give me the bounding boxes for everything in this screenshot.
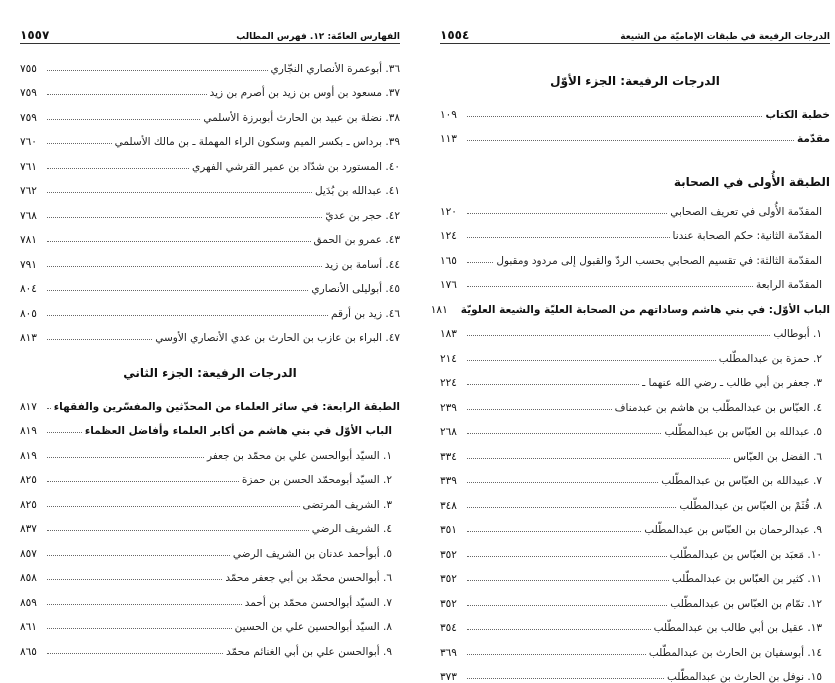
toc-entry (440, 610, 830, 635)
entry-title: ٤٤. أسامة بن زيد (325, 259, 400, 271)
entry-page-number: ٨٦١ (20, 621, 44, 633)
entry-title: ٣٦. أبوعمرة الأنصاري النجّاري (271, 63, 401, 75)
entry-title: ٩. أبوالحسن علي بن أبي الغنائم محمّد (226, 646, 400, 658)
leader-dots (467, 409, 612, 410)
toc-entry (440, 659, 830, 683)
entry-page-number: ٨٠٤ (20, 283, 44, 295)
entry-title: ١٥. نوفل بن الحارث بن عبدالمطّلب (667, 671, 830, 683)
toc-list (440, 66, 830, 683)
toc-entry (440, 512, 830, 537)
entry-title: ١٤. أبوسفيان بن الحارث بن عبدالمطّلب (649, 647, 830, 659)
entry-page-number: ٣٣٩ (440, 475, 464, 487)
leader-dots (47, 604, 242, 605)
entry-page-number: ٣٥٤ (440, 622, 464, 634)
entry-title: ٤٦. زيد بن أرقم (331, 308, 400, 320)
leader-dots (47, 241, 311, 242)
entry-title: ١٣. عقيل بن أبي طالب بن عبدالمطّلب (654, 622, 830, 634)
running-head (440, 26, 830, 42)
toc-entry (440, 536, 830, 561)
entry-title: ٣٨. نضلة بن عبيد بن الحارث أبوبرزة الأسلمي (203, 112, 400, 124)
entry-title: ٨. السيّد أبوالحسين علي بن الحسين (235, 621, 400, 633)
entry-page-number: ١٧٦ (440, 279, 464, 291)
entry-title: ٧. عبيدالله بن العبّاس بن عبدالمطّلب (661, 475, 830, 487)
leader-dots (467, 507, 676, 508)
entry-page-number: ٧٦١ (20, 161, 44, 173)
entry-title: ٦. أبوالحسن محمّد بن أبي جعفر محمّد (225, 572, 400, 584)
toc-entry (20, 75, 400, 100)
toc-entry (440, 389, 830, 414)
toc-entry (20, 462, 400, 487)
entry-title: مقدّمة (797, 133, 830, 145)
entry-page-number: ٨٥٩ (20, 597, 44, 609)
leader-dots (47, 457, 204, 458)
entry-title: ٦. الفضل بن العبّاس (733, 451, 830, 463)
leader-dots (47, 119, 200, 120)
leader-dots (467, 116, 762, 117)
page-number: ١٥٥٤ (440, 28, 469, 42)
leader-dots (467, 482, 658, 483)
toc-list (20, 50, 400, 658)
leader-dots (467, 384, 639, 385)
page-number: ١٥٥٧ (20, 28, 49, 42)
entry-page-number: ٨١٣ (20, 332, 44, 344)
entry-title: ٤٠. المستورد بن شدّاد بن عمير القرشي الفهري (192, 161, 400, 173)
toc-entry (20, 197, 400, 222)
toc-entry (440, 634, 830, 659)
entry-page-number: ٨٢٥ (20, 499, 44, 511)
entry-title: المقدّمة الأُولى في تعريف الصحابي (670, 206, 830, 218)
leader-dots (467, 213, 667, 214)
entry-page-number: ١١٣ (440, 133, 464, 145)
leader-dots (467, 556, 667, 557)
leader-dots (467, 531, 641, 532)
leader-dots (47, 143, 112, 144)
leader-dots (47, 94, 207, 95)
toc-entry (440, 585, 830, 610)
volume-heading: الدرجات الرفيعة: الجزء الثاني (20, 358, 400, 388)
leader-dots (467, 360, 716, 361)
entry-page-number: ٢٦٨ (440, 426, 464, 438)
header-rule (20, 43, 400, 44)
entry-title: ١. السيّد أبوالحسن علي بن محمّد بن جعفر (207, 450, 400, 462)
leader-dots (47, 579, 222, 580)
chapter-heading: الباب الأوّل في بني هاشم من أكابر العلماء وأفاضل العظماء ٨١٩ (20, 413, 400, 438)
entry-page-number: ٣٧٣ (440, 671, 464, 683)
volume-heading: الدرجات الرفيعة: الجزء الأوّل (440, 66, 830, 96)
leader-dots (47, 217, 322, 218)
toc-entry (20, 222, 400, 247)
entry-page-number: ٢٢٤ (440, 377, 464, 389)
leader-dots (47, 266, 322, 267)
toc-entry (440, 463, 830, 488)
toc-entry (20, 271, 400, 296)
running-head-title: الفهارس العامّة: ١٢. فهرس المطالب (236, 32, 400, 42)
entry-page-number: ٨٦٥ (20, 646, 44, 658)
toc-entry (440, 193, 830, 218)
right-page (440, 0, 830, 639)
entry-page-number: ٨٥٧ (20, 548, 44, 560)
toc-entry (20, 511, 400, 536)
entry-title: ٢. حمزة بن عبدالمطّلب (719, 353, 830, 365)
leader-dots (467, 335, 770, 336)
entry-title: ٤١. عبدالله بن بُدَيل (315, 185, 400, 197)
toc-entry (20, 609, 400, 634)
entry-page-number: ٣٥٢ (440, 598, 464, 610)
entry-page-number: ١٢٤ (440, 230, 464, 242)
entry-page-number: ٣٥٢ (440, 573, 464, 585)
toc-entry (20, 173, 400, 198)
entry-title: ٣. جعفر بن أبي طالب ـ رضي الله عنهما ـ (642, 377, 830, 389)
leader-dots (467, 678, 664, 679)
entry-page-number: ١٨٣ (440, 328, 464, 340)
entry-page-number: ٧٦٢ (20, 185, 44, 197)
entry-page-number: ٧٦٨ (20, 210, 44, 222)
toc-entry (20, 295, 400, 320)
entry-title: ٤٥. أبوليلى الأنصاري (311, 283, 400, 295)
toc-entry (440, 438, 830, 463)
leader-dots (47, 290, 308, 291)
toc-entry (20, 50, 400, 75)
leader-dots (467, 433, 661, 434)
section-heading: الطبقة الأُولى في الصحابة (440, 167, 830, 193)
toc-entry (20, 560, 400, 585)
entry-page-number: ٣٤٨ (440, 500, 464, 512)
header-rule (440, 43, 830, 44)
leader-dots (467, 629, 651, 630)
section-heading: الطبقة الرابعة: في سائر العلماء من المحدّثين والمفسّرين والفقهاء ٨١٧ (20, 388, 400, 413)
leader-dots (47, 339, 152, 340)
entry-page-number: ٧٥٩ (20, 87, 44, 99)
toc-entry (440, 96, 830, 121)
leader-dots (47, 628, 232, 629)
leader-dots (467, 605, 667, 606)
leader-dots (467, 237, 670, 238)
entry-page-number: ٨٥٨ (20, 572, 44, 584)
entry-page-number: ٨٠٥ (20, 308, 44, 320)
entry-page-number: ٧٥٥ (20, 63, 44, 75)
leader-dots (47, 530, 309, 531)
entry-title: المقدّمة الرابعة (756, 279, 830, 291)
entry-page-number: ٧٦٠ (20, 136, 44, 148)
entry-page-number: ٢١٤ (440, 353, 464, 365)
entry-title: ٥. أبوأحمد عدنان بن الشريف الرضي (233, 548, 400, 560)
leader-dots (47, 432, 82, 433)
leader-dots (47, 481, 239, 482)
toc-entry (440, 561, 830, 586)
left-page (20, 0, 400, 639)
entry-title: المقدّمة الثالثة: في تقسيم الصحابي بحسب الردّ والقبول إلى مردود ومقبول (496, 255, 830, 267)
leader-dots (467, 580, 669, 581)
entry-title: ١٢. تمّام بن العبّاس بن عبدالمطّلب (670, 598, 830, 610)
toc-entry (20, 633, 400, 658)
entry-title: ٧. السيّد أبوالحسن محمّد بن أحمد (245, 597, 400, 609)
entry-page-number: ١٠٩ (440, 109, 464, 121)
entry-title: ١١. كثير بن العبّاس بن عبدالمطّلب (672, 573, 830, 585)
leader-dots (47, 506, 300, 507)
toc-entry (440, 316, 830, 341)
toc-entry (20, 535, 400, 560)
entry-page-number: ٧٩١ (20, 259, 44, 271)
running-head-title: الدرجات الرفيعة في طبقات الإماميّة من الشيعة (620, 32, 830, 42)
entry-title: ١٠. مَعبَد بن العبّاس بن عبدالمطّلب (670, 549, 830, 561)
leader-dots (467, 262, 493, 263)
entry-page-number: ٨٢٥ (20, 474, 44, 486)
toc-entry (440, 267, 830, 292)
toc-entry (20, 124, 400, 149)
entry-title: ١. أبوطالب (773, 328, 830, 340)
entry-page-number: ٢٣٩ (440, 402, 464, 414)
running-head (20, 26, 400, 42)
entry-title: ٣٧. مسعود بن أوس بن زيد بن أصرم بن زيد (210, 87, 400, 99)
leader-dots (467, 140, 794, 141)
leader-dots (467, 458, 730, 459)
entry-page-number: ٣٥٢ (440, 549, 464, 561)
entry-title: ٢. السيّد أبومحمّد الحسن بن حمزة (242, 474, 400, 486)
leader-dots (47, 408, 51, 409)
toc-entry (20, 246, 400, 271)
entry-page-number: ٣٣٤ (440, 451, 464, 463)
entry-page-number: ١٦٥ (440, 255, 464, 267)
leader-dots (467, 654, 646, 655)
entry-page-number: ٧٥٩ (20, 112, 44, 124)
entry-title: ٤٧. البراء بن عازب بن الحارث بن عدي الأنصاري الأوسي (155, 332, 400, 344)
entry-title: ٣٩. برداس ـ بكسر الميم وسكون الراء المهملة ـ بن مالك الأسلمي (115, 136, 400, 148)
entry-title: ٤. العبّاس بن عبدالمطّلب بن هاشم بن عبدمناف (615, 402, 830, 414)
entry-title: ٥. عبدالله بن العبّاس بن عبدالمطّلب (664, 426, 830, 438)
entry-page-number: ٨٣٧ (20, 523, 44, 535)
entry-title: المقدّمة الثانية: حكم الصحابة عندنا (673, 230, 830, 242)
toc-entry (440, 242, 830, 267)
toc-entry (20, 584, 400, 609)
leader-dots (47, 555, 230, 556)
leader-dots (47, 168, 189, 169)
toc-entry (20, 320, 400, 345)
entry-title: ٤. الشريف الرضي (312, 523, 400, 535)
entry-title: ٨. قُثَمْ بن العبّاس بن عبدالمطّلب (679, 500, 830, 512)
entry-title: ٤٢. حجر بن عديّ (325, 210, 400, 222)
entry-title: خطبة الكتاب (765, 109, 830, 121)
leader-dots (467, 286, 753, 287)
toc-entry (440, 121, 830, 146)
entry-title: ٩. عبدالرحمان بن العبّاس بن عبدالمطّلب (644, 524, 830, 536)
entry-page-number: ٨١٩ (20, 450, 44, 462)
leader-dots (47, 315, 328, 316)
entry-page-number: ٣٦٩ (440, 647, 464, 659)
entry-page-number: ٧٨١ (20, 234, 44, 246)
entry-title: ٤٣. عمرو بن الحمق (314, 234, 400, 246)
toc-entry (20, 148, 400, 173)
chapter-heading: الباب الأوّل: في بني هاشم وساداتهم من الصحابة العليّة والشيعة العلويّة ١٨١ (440, 291, 830, 316)
toc-entry (440, 487, 830, 512)
leader-dots (47, 70, 268, 71)
toc-entry (20, 99, 400, 124)
entry-title: ٣. الشريف المرتضى (303, 499, 400, 511)
entry-page-number: ٣٥١ (440, 524, 464, 536)
toc-entry (440, 218, 830, 243)
leader-dots (47, 192, 312, 193)
toc-entry (20, 437, 400, 462)
toc-entry (440, 365, 830, 390)
toc-entry (440, 414, 830, 439)
entry-page-number: ١٢٠ (440, 206, 464, 218)
toc-entry (440, 340, 830, 365)
toc-entry (20, 486, 400, 511)
leader-dots (47, 653, 223, 654)
